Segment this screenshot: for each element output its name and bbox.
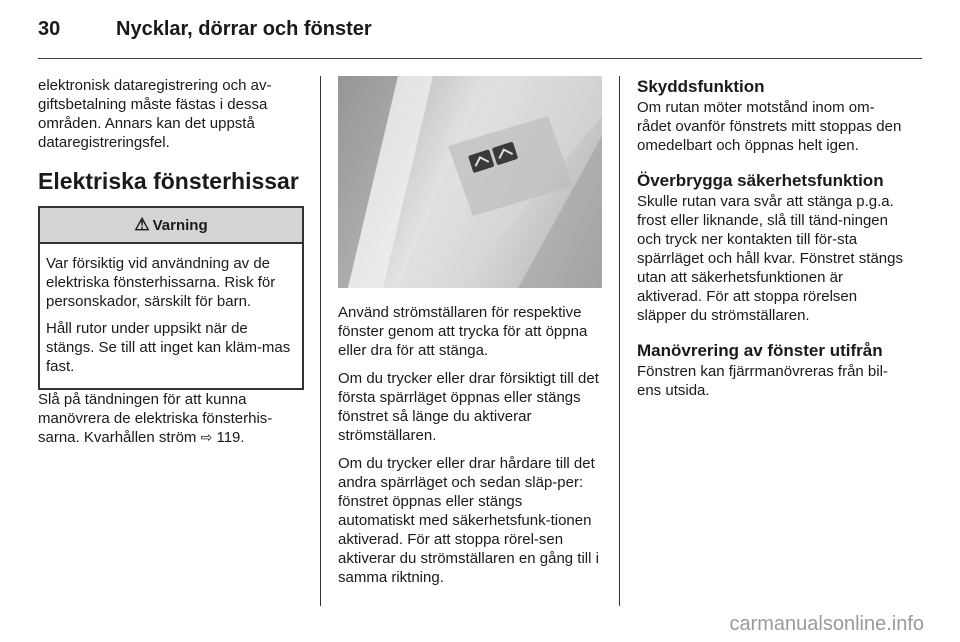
warning-text: Var försiktig vid användning av de elektriska fönsterhissarna. Risk för personskador, särskilt för barn. (46, 255, 276, 310)
subheading: Manövrering av fönster utifrån (637, 341, 883, 360)
body-paragraph: Om du trycker eller drar försiktigt till det första spärrläget öppnas eller stängs fönstret så länge du aktiverar strömställaren. (338, 370, 599, 444)
subheading: Skyddsfunktion (637, 77, 765, 96)
warning-title: Varning (152, 217, 208, 234)
column-right (637, 76, 905, 415)
column-divider (320, 76, 321, 606)
window-switch-photo (338, 76, 602, 288)
watermark: carmanualsonline.info (729, 613, 924, 635)
body-paragraph (38, 390, 304, 447)
section-title: Elektriska fönsterhissar (38, 168, 299, 194)
body-paragraph: Skulle rutan vara svår att stänga p.g.a. frost eller liknande, slå till tänd-ningen och tryck ner kontakten till för-sta spärrläget och håll kvar. Fönstret stängs utan att säkerhetsfunktionen är aktiverad. För att stoppa rörelsen släpper du strömställaren. (637, 193, 903, 324)
remote-section (637, 340, 905, 400)
column-middle (338, 76, 602, 596)
body-paragraph: Använd strömställaren för respektive fönster genom att trycka för att öppna eller dra för att stänga. (338, 304, 588, 359)
warning-box (38, 206, 304, 390)
protection-section (637, 76, 905, 155)
body-paragraph: Om rutan möter motstånd inom om-rådet ovanför fönstrets mitt stoppas den omedelbart och öppnas helt igen. (637, 99, 902, 154)
header-rule (38, 58, 922, 59)
page-reference-icon: ⇨ (200, 429, 213, 445)
page-header (38, 18, 922, 48)
warning-body (40, 244, 302, 388)
column-divider (619, 76, 620, 606)
body-text: Slå på tändningen för att kunna manövrera de elektriska fönsterhis-sarna. Kvarhållen ström (38, 391, 273, 446)
override-section (637, 170, 905, 325)
chapter-title: Nycklar, dörrar och fönster (116, 18, 372, 40)
column-left (38, 76, 304, 456)
page-number: 30 (38, 18, 61, 40)
body-paragraph: Fönstren kan fjärrmanövreras från bil-ens utsida. (637, 363, 888, 399)
warning-header (40, 208, 302, 244)
window-switch-illustration (338, 76, 602, 288)
reference-page: 119. (216, 429, 245, 446)
intro-paragraph: elektronisk dataregistrering och av-giftsbetalning måste fästas i dessa områden. Annars kan det uppstå dataregistreringsfel. (38, 77, 272, 151)
warning-text: Håll rutor under uppsikt när de stängs. Se till att inget kan kläm-mas fast. (46, 320, 291, 375)
body-paragraph: Om du trycker eller drar hårdare till det andra spärrläget och sedan släp-per: fönstret öppnas eller stängs automatiskt med säkerhetsfunk-tionen aktiverad. För att stoppa rörel-sen aktiverar du strömställaren en gång till i samma riktning. (338, 455, 599, 586)
subheading: Överbrygga säkerhetsfunktion (637, 171, 884, 190)
warning-triangle-icon: ⚠ (134, 215, 150, 234)
